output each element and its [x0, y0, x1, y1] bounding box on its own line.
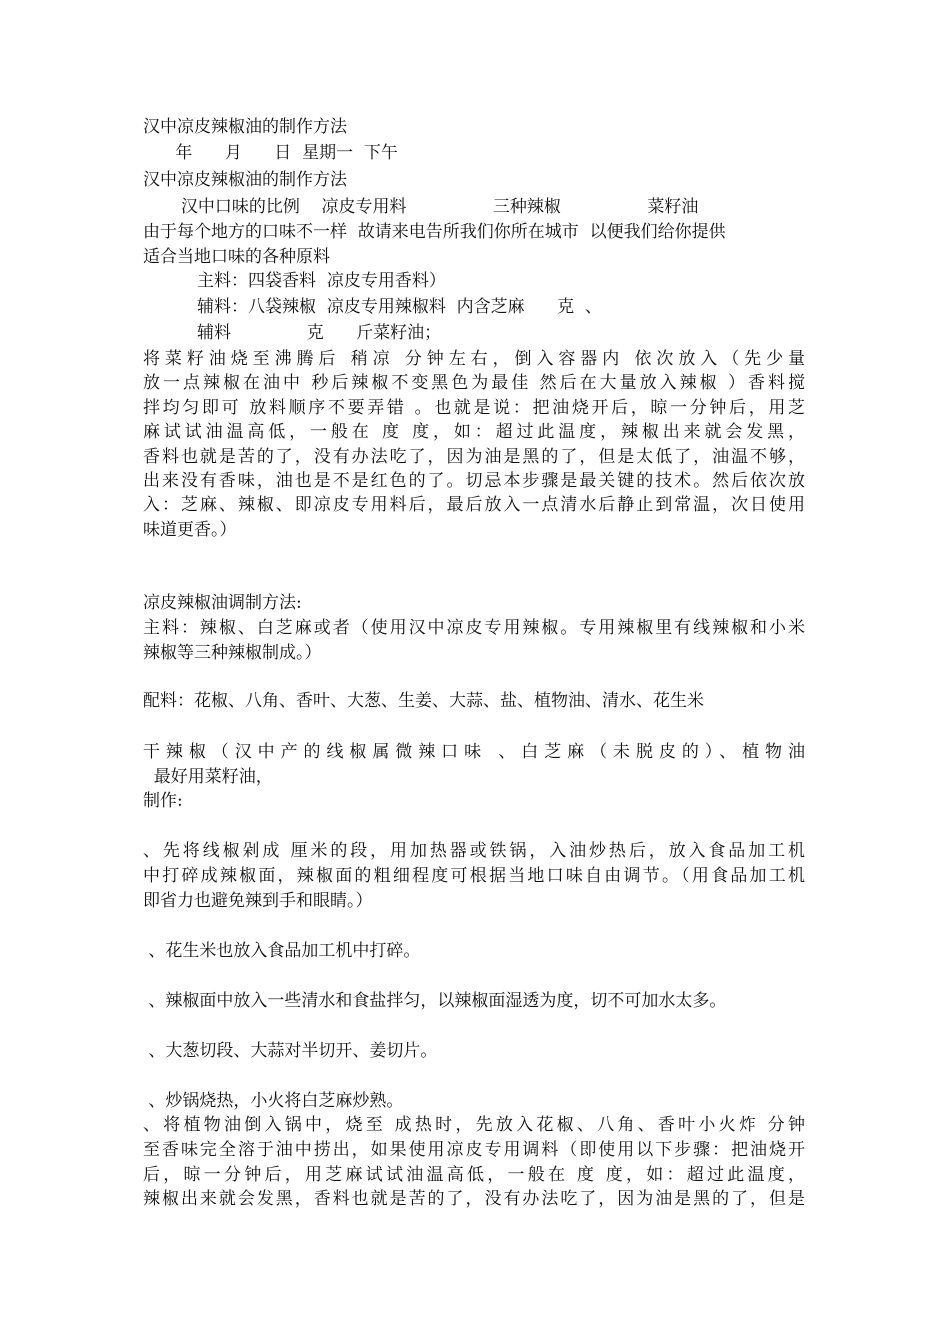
text-line: 即省力也避免辣到手和眼睛。）: [143, 891, 373, 911]
text-line: 主料：四袋香料 凉皮专用香料）: [143, 271, 446, 291]
text-line: 将菜籽油烧至沸腾后 稍凉 分钟左右，倒入容器内 依次放入（先少量: [143, 349, 805, 369]
list-item: 、辣椒面中放入一些清水和食盐拌匀，以辣椒面湿透为度，切不可加水太多。: [143, 991, 727, 1011]
doc-title: 汉中凉皮辣椒油的制作方法: [143, 117, 347, 137]
text-line: 麻试试油温高低，一般在 度 度，如：超过此温度，辣椒出来就会发黑，: [143, 422, 805, 442]
date-line: 年 月 日 星期一 下午: [143, 143, 398, 163]
text-line: 最好用菜籽油，: [143, 767, 273, 787]
text-line: 出来没有香味，油也是不是红色的了。切忌本步骤是最关键的技术。然后依次放: [143, 471, 805, 491]
list-item: 、花生米也放入食品加工机中打碎。: [143, 941, 421, 961]
text-line: 入：芝麻、辣椒、即凉皮专用料后，最后放入一点清水后静止到常温，次日使用: [143, 495, 805, 515]
text-line: 至香味完全溶于油中捞出，如果使用凉皮专用调料（即使用以下步骤：把油烧开: [143, 1140, 805, 1160]
text-line: 后，晾一分钟后，用芝麻试试油温高低，一般在 度 度，如：超过此温度，: [143, 1165, 805, 1185]
text-line: 适合当地口味的各种原料: [143, 247, 330, 267]
section-title: 汉中凉皮辣椒油的制作方法: [143, 170, 347, 190]
text-line: 辅料：八袋辣椒 凉皮专用辣椒料 内含芝麻 克 、: [143, 297, 602, 317]
text-line: 中打碎成辣椒面，辣椒面的粗细程度可根据当地口味自由调节。（用食品加工机: [143, 866, 805, 886]
text-line: 香料也就是苦的了，没有办法吃了，因为油是黑的了，但是太低了，油温不够，: [143, 447, 805, 467]
text-line: 主料：辣椒、白芝麻或者（使用汉中凉皮专用辣椒。专用辣椒里有线辣椒和小米: [143, 618, 805, 638]
text-line: 干辣椒（汉中产的线椒属微辣口味 、白芝麻（未脱皮的）、植物油: [143, 742, 805, 762]
text-line: 汉中口味的比例 凉皮专用料 三种辣椒 菜籽油: [143, 197, 699, 217]
text-line: 由于每个地方的口味不一样 故请来电告所我们你所在城市 以便我们给你提供: [143, 222, 726, 242]
text-line: 辅料 克 斤菜籽油；: [143, 323, 442, 343]
list-item: 、先将线椒剁成 厘米的段，用加热器或铁锅，入油炒热后，放入食品加工机: [143, 841, 805, 861]
text-line: 辣椒出来就会发黑，香料也就是苦的了，没有办法吃了，因为油是黑的了，但是: [143, 1189, 805, 1209]
list-item: 、炒锅烧热，小火将白芝麻炒熟。: [143, 1091, 404, 1111]
list-item: 、将植物油倒入锅中，烧至 成热时，先放入花椒、八角、香叶小火炸 分钟: [143, 1115, 805, 1135]
text-line: 味道更香。）: [143, 520, 237, 540]
text-line: 拌均匀即可 放料顺序不要弄错 。也就是说：把油烧开后，晾一分钟后，用芝: [143, 398, 805, 418]
text-line: 制作:: [143, 791, 183, 811]
text-line: 辣椒等三种辣椒制成。）: [143, 643, 322, 663]
list-item: 、大葱切段、大蒜对半切开、姜切片。: [143, 1041, 438, 1061]
text-line: 放一点辣椒在油中 秒后辣椒不变黑色为最佳 然后在大量放入辣椒 ）香料搅: [143, 373, 805, 393]
text-line: 配料：花椒、八角、香叶、大葱、生姜、大蒜、盐、植物油、清水、花生米: [143, 691, 704, 711]
section-heading: 凉皮辣椒油调制方法:: [143, 593, 302, 613]
